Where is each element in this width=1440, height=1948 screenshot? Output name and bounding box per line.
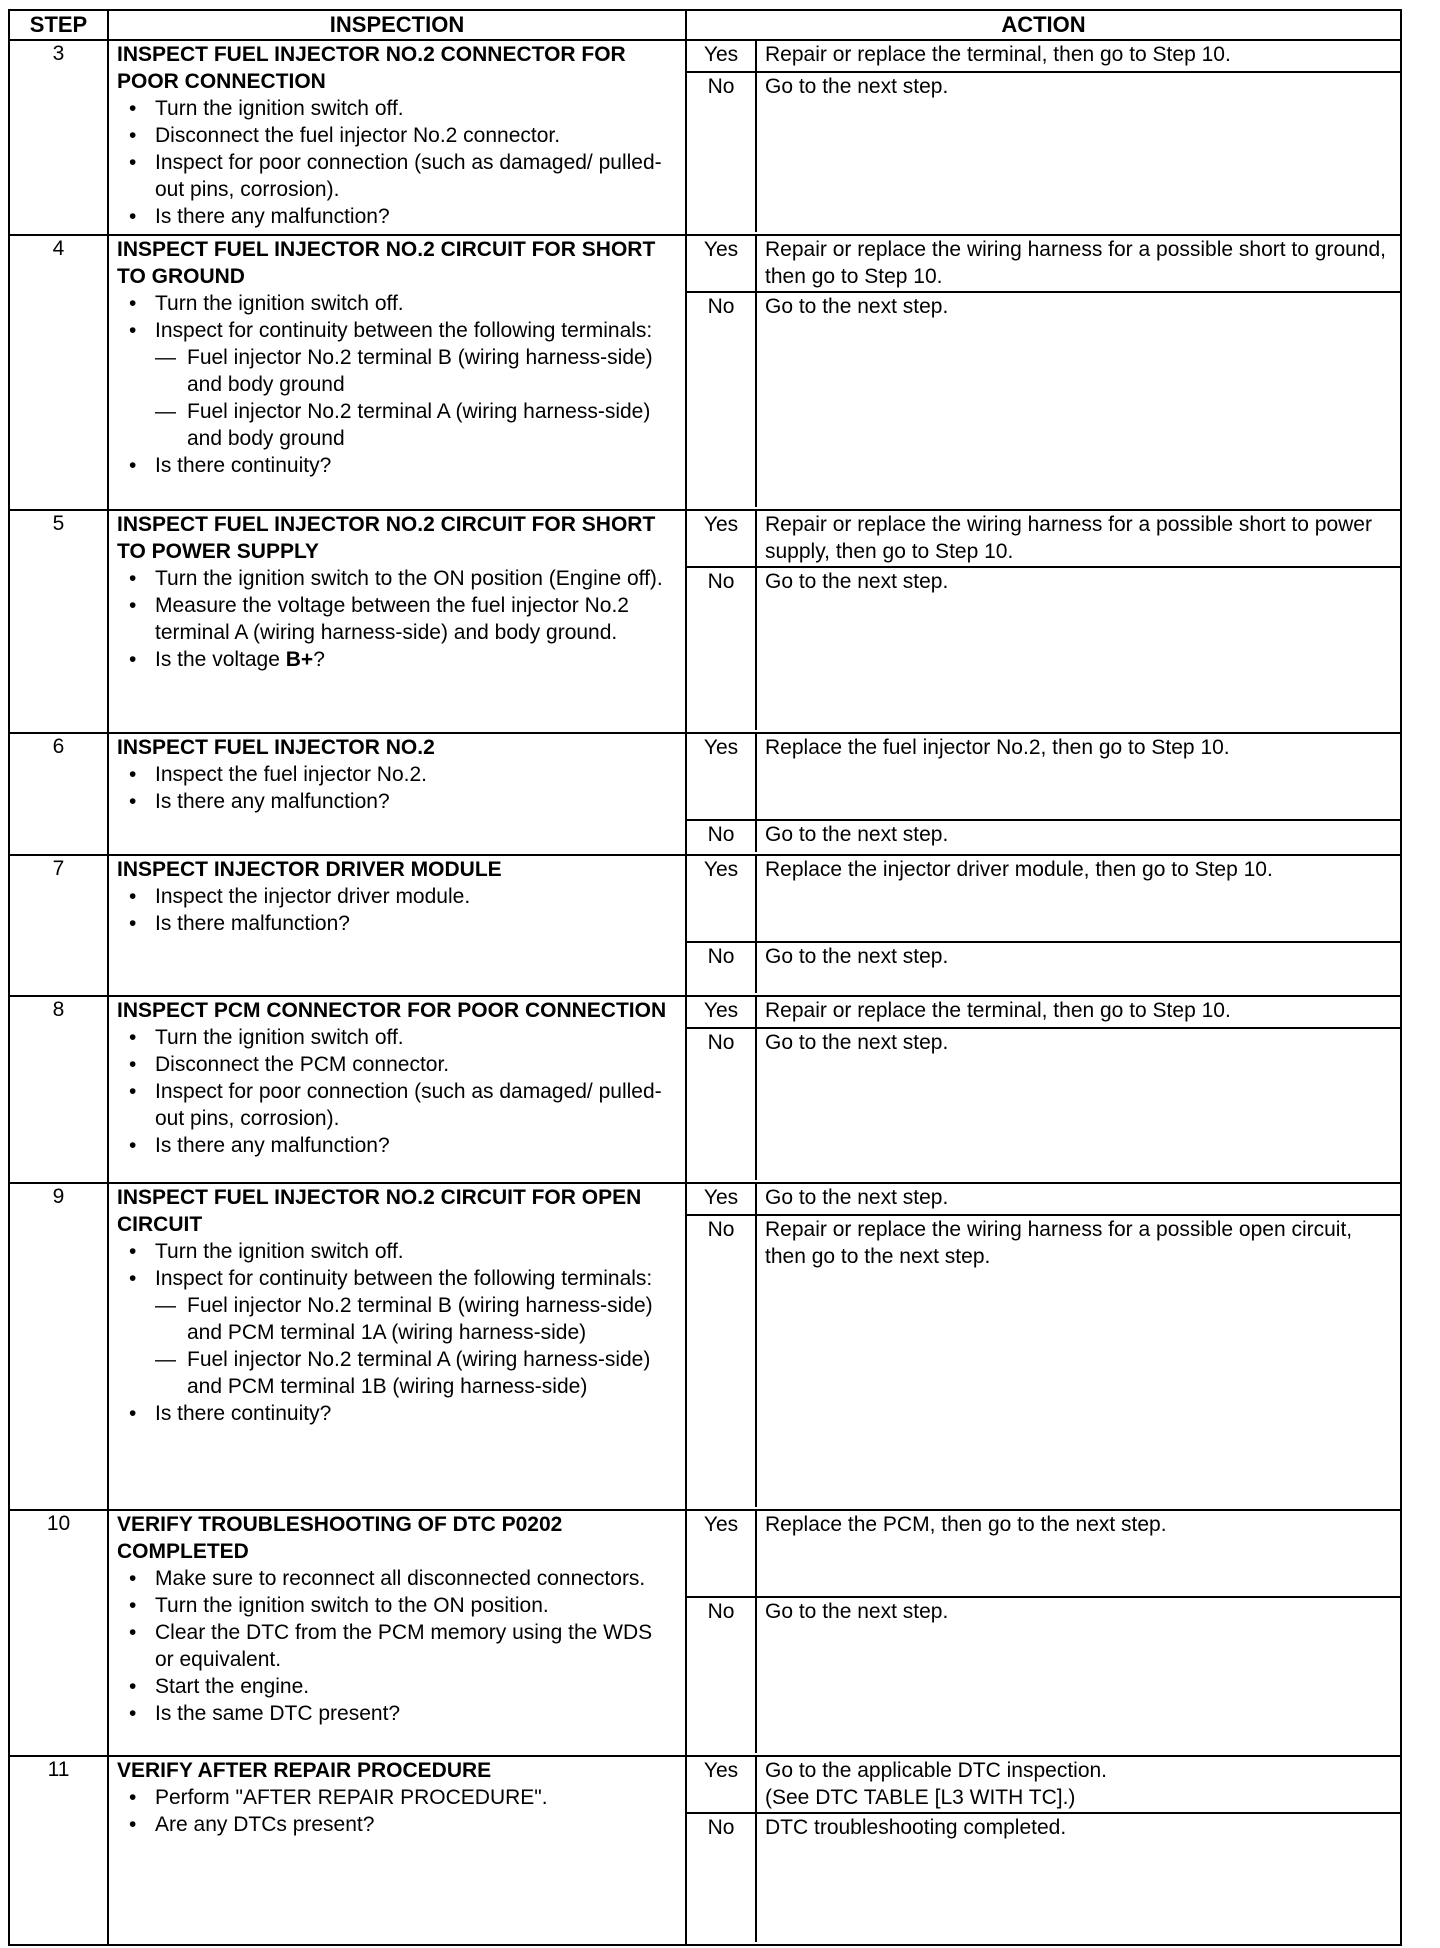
answer-label: No [687, 1029, 757, 1180]
inspection-bullet [117, 910, 675, 937]
action-text [757, 293, 1400, 507]
inspection-bullet [117, 122, 675, 149]
inspection-bullet [117, 203, 675, 230]
bold-value: B+ [285, 648, 314, 671]
bullet-text: Inspect the fuel injector No.2. [155, 763, 427, 786]
answer-yes [687, 997, 1400, 1027]
action-line: Repair or replace the wiring harness for a possible short to power supply, then go to Step 10. [765, 513, 1372, 563]
step-number: 5 [9, 510, 108, 733]
bullet-text: Turn the ignition switch off. [155, 1240, 404, 1263]
step-number: 10 [9, 1510, 108, 1756]
answer-yes [687, 1511, 1400, 1596]
action-line: Go to the next step. [765, 1600, 949, 1623]
answer-label: No [687, 821, 757, 852]
answer-label: No [687, 1216, 757, 1507]
table-row [9, 1183, 1401, 1510]
inspection-title: INSPECT FUEL INJECTOR NO.2 CIRCUIT FOR SHORT TO POWER SUPPLY [117, 513, 656, 563]
inspection-bullet [117, 1700, 675, 1727]
answer-label: No [687, 943, 757, 993]
action-line-2: (See DTC TABLE [L3 WITH TC].) [765, 1786, 1076, 1809]
header-row [9, 10, 1401, 40]
step-header: STEP [9, 10, 108, 40]
action-line: Repair or replace the wiring harness for a possible short to ground, then go to Step 10. [765, 238, 1386, 288]
inspection-title: INSPECT FUEL INJECTOR NO.2 CONNECTOR FOR POOR CONNECTION [117, 43, 626, 93]
inspection-bullet [117, 1051, 675, 1078]
answer-yes [687, 734, 1400, 819]
action-text [757, 997, 1400, 1027]
answer-label: No [687, 293, 757, 507]
answer-no [687, 291, 1400, 507]
inspection-steps [117, 1565, 675, 1727]
action-line: Go to the next step. [765, 295, 949, 318]
inspection-title: INSPECT PCM CONNECTOR FOR POOR CONNECTION [117, 999, 667, 1022]
action-text [757, 1511, 1400, 1596]
inspection-bullet [117, 788, 675, 815]
bullet-text: Turn the ignition switch to the ON position. [155, 1594, 549, 1617]
terminal-item: — Fuel injector No.2 terminal B (wiring harness-side) and body ground [155, 344, 675, 398]
table-row [9, 510, 1401, 733]
step-number: 11 [9, 1756, 108, 1945]
action-text [757, 734, 1400, 819]
action-line: Go to the next step. [765, 570, 949, 593]
answer-yes [687, 1184, 1400, 1214]
inspection-bullet [117, 761, 675, 788]
inspection-title: INSPECT FUEL INJECTOR NO.2 CIRCUIT FOR OPEN CIRCUIT [117, 1186, 642, 1236]
inspection-title: VERIFY TROUBLESHOOTING OF DTC P0202 COMPLETED [117, 1513, 563, 1563]
terminal-item: — Fuel injector No.2 terminal A (wiring harness-side) and PCM terminal 1B (wiring harness-side) [155, 1346, 675, 1400]
table-row [9, 1756, 1401, 1945]
inspection-steps [117, 1238, 675, 1427]
inspection-bullet [117, 290, 675, 317]
action-text [757, 856, 1400, 941]
answer-no [687, 71, 1400, 232]
answer-no [687, 1027, 1400, 1180]
action-line: Repair or replace the terminal, then go to Step 10. [765, 43, 1231, 66]
inspection-cell [108, 235, 686, 510]
bullet-text: Is the voltage [155, 648, 286, 671]
action-line: Replace the fuel injector No.2, then go to Step 10. [765, 736, 1230, 759]
bullet-text: Clear the DTC from the PCM memory using the WDS or equivalent. [155, 1621, 653, 1671]
action-text [757, 1598, 1400, 1753]
bullet-text: Start the engine. [155, 1675, 310, 1698]
bullet-text: Is there continuity? [155, 454, 332, 477]
answer-yes [687, 236, 1400, 291]
inspection-bullet [117, 592, 675, 646]
inspection-steps [117, 1784, 675, 1838]
answer-label: Yes [687, 1757, 757, 1812]
answer-no [687, 819, 1400, 852]
answer-yes [687, 856, 1400, 941]
table-row [9, 733, 1401, 855]
action-text [757, 1029, 1400, 1180]
inspection-bullet [117, 1565, 675, 1592]
inspection-bullet [117, 1784, 675, 1811]
action-text [757, 943, 1400, 993]
answers-cell [686, 733, 1401, 855]
answer-label: No [687, 1814, 757, 1942]
bullet-text-end: ? [313, 648, 325, 671]
action-text [757, 1757, 1400, 1812]
bullet-text: Is the same DTC present? [155, 1702, 401, 1725]
bullet-text: Are any DTCs present? [155, 1813, 375, 1836]
troubleshooting-sheet [8, 9, 1400, 1939]
inspection-cell [108, 1510, 686, 1756]
answer-yes [687, 511, 1400, 566]
bullet-text: Is there any malfunction? [155, 205, 390, 228]
action-text [757, 511, 1400, 566]
inspection-bullet [117, 1592, 675, 1619]
step-number: 3 [9, 40, 108, 235]
inspection-bullet [117, 565, 675, 592]
inspection-steps [117, 95, 675, 230]
answers-cell [686, 1510, 1401, 1756]
answer-label: Yes [687, 1511, 757, 1596]
inspection-bullet [117, 1811, 675, 1838]
bullet-text: Inspect for poor connection (such as damaged/ pulled-out pins, corrosion). [155, 1080, 662, 1130]
action-text [757, 236, 1400, 291]
table-row [9, 1510, 1401, 1756]
answer-no [687, 1214, 1400, 1507]
answer-label: No [687, 1598, 757, 1753]
answer-label: No [687, 568, 757, 730]
answer-label: Yes [687, 236, 757, 291]
bullet-text: Turn the ignition switch off. [155, 1026, 404, 1049]
inspection-steps [117, 883, 675, 937]
inspection-title: INSPECT FUEL INJECTOR NO.2 [117, 736, 435, 759]
answer-no [687, 1812, 1400, 1942]
bullet-text: Inspect for continuity between the following terminals: [155, 319, 653, 342]
inspection-cell [108, 996, 686, 1183]
action-text [757, 1814, 1400, 1942]
inspection-bullet [117, 646, 675, 673]
answer-no [687, 566, 1400, 730]
answer-label: Yes [687, 997, 757, 1027]
inspection-title: INSPECT FUEL INJECTOR NO.2 CIRCUIT FOR SHORT TO GROUND [117, 238, 656, 288]
action-line: DTC troubleshooting completed. [765, 1816, 1067, 1839]
answer-label: Yes [687, 856, 757, 941]
inspection-bullet [117, 95, 675, 122]
bullet-text: Inspect for continuity between the following terminals: [155, 1267, 653, 1290]
action-text [757, 73, 1400, 232]
inspection-bullet [117, 317, 675, 452]
action-line: Go to the next step. [765, 1186, 949, 1209]
inspection-bullet [117, 1078, 675, 1132]
bullet-text: Turn the ignition switch to the ON position (Engine off). [155, 567, 663, 590]
inspection-bullet [117, 1673, 675, 1700]
answer-label: Yes [687, 511, 757, 566]
bullet-text: Inspect for poor connection (such as damaged/ pulled-out pins, corrosion). [155, 151, 662, 201]
inspection-cell [108, 855, 686, 996]
inspection-bullet [117, 1024, 675, 1051]
action-line: Go to the applicable DTC inspection. [765, 1759, 1108, 1782]
action-line: Go to the next step. [765, 823, 949, 846]
step-number: 7 [9, 855, 108, 996]
terminal-item: — Fuel injector No.2 terminal A (wiring harness-side) and body ground [155, 398, 675, 452]
inspection-bullet [117, 883, 675, 910]
bullet-text: Disconnect the fuel injector No.2 connector. [155, 124, 561, 147]
action-line: Repair or replace the wiring harness for a possible open circuit, then go to the next step. [765, 1218, 1353, 1268]
action-line: Repair or replace the terminal, then go to Step 10. [765, 999, 1231, 1022]
inspection-bullet [117, 1400, 675, 1427]
inspection-steps [117, 290, 675, 479]
answer-label: No [687, 73, 757, 232]
action-text [757, 1216, 1400, 1507]
action-line: Replace the injector driver module, then go to Step 10. [765, 858, 1273, 881]
terminal-list [155, 1292, 675, 1400]
bullet-text: Turn the ignition switch off. [155, 292, 404, 315]
inspection-cell [108, 1183, 686, 1510]
terminal-item: — Fuel injector No.2 terminal B (wiring harness-side) and PCM terminal 1A (wiring harness-side) [155, 1292, 675, 1346]
inspection-bullet [117, 452, 675, 479]
action-line: Replace the PCM, then go to the next step. [765, 1513, 1167, 1536]
inspection-steps [117, 1024, 675, 1159]
answers-cell [686, 855, 1401, 996]
step-number: 8 [9, 996, 108, 1183]
answer-no [687, 941, 1400, 993]
action-text [757, 41, 1400, 71]
inspection-title: VERIFY AFTER REPAIR PROCEDURE [117, 1759, 492, 1782]
inspection-bullet [117, 1265, 675, 1400]
answers-cell [686, 1756, 1401, 1945]
answer-no [687, 1596, 1400, 1753]
bullet-text: Perform "AFTER REPAIR PROCEDURE". [155, 1786, 548, 1809]
table-body [9, 40, 1401, 1945]
table-row [9, 996, 1401, 1183]
bullet-text: Make sure to reconnect all disconnected connectors. [155, 1567, 646, 1590]
bullet-text: Inspect the injector driver module. [155, 885, 471, 908]
answer-label: Yes [687, 41, 757, 71]
inspection-title: INSPECT INJECTOR DRIVER MODULE [117, 858, 502, 881]
table-row [9, 855, 1401, 996]
inspection-steps [117, 761, 675, 815]
action-header: ACTION [686, 10, 1401, 40]
step-number: 9 [9, 1183, 108, 1510]
answers-cell [686, 1183, 1401, 1510]
action-line: Go to the next step. [765, 945, 949, 968]
answers-cell [686, 235, 1401, 510]
action-line: Go to the next step. [765, 75, 949, 98]
bullet-text: Is there continuity? [155, 1402, 332, 1425]
answers-cell [686, 40, 1401, 235]
inspection-cell [108, 733, 686, 855]
action-text [757, 1184, 1400, 1214]
bullet-text: Turn the ignition switch off. [155, 97, 404, 120]
step-number: 4 [9, 235, 108, 510]
terminal-list [155, 344, 675, 452]
inspection-header: INSPECTION [108, 10, 686, 40]
inspection-cell [108, 510, 686, 733]
table-row [9, 235, 1401, 510]
bullet-text: Disconnect the PCM connector. [155, 1053, 450, 1076]
inspection-bullet [117, 1238, 675, 1265]
action-text [757, 821, 1400, 852]
inspection-bullet [117, 1619, 675, 1673]
table-row [9, 40, 1401, 235]
answers-cell [686, 510, 1401, 733]
answer-label: Yes [687, 734, 757, 819]
answer-yes [687, 1757, 1400, 1812]
bullet-text: Is there malfunction? [155, 912, 350, 935]
troubleshooting-table [8, 9, 1402, 1946]
bullet-text: Measure the voltage between the fuel injector No.2 terminal A (wiring harness-side) and body ground. [155, 594, 629, 644]
action-text [757, 568, 1400, 730]
inspection-bullet [117, 149, 675, 203]
bullet-text: Is there any malfunction? [155, 1134, 390, 1157]
inspection-cell [108, 40, 686, 235]
step-number: 6 [9, 733, 108, 855]
answer-label: Yes [687, 1184, 757, 1214]
answers-cell [686, 996, 1401, 1183]
inspection-steps [117, 565, 675, 673]
inspection-cell [108, 1756, 686, 1945]
answer-yes [687, 41, 1400, 71]
inspection-bullet [117, 1132, 675, 1159]
action-line: Go to the next step. [765, 1031, 949, 1054]
bullet-text: Is there any malfunction? [155, 790, 390, 813]
